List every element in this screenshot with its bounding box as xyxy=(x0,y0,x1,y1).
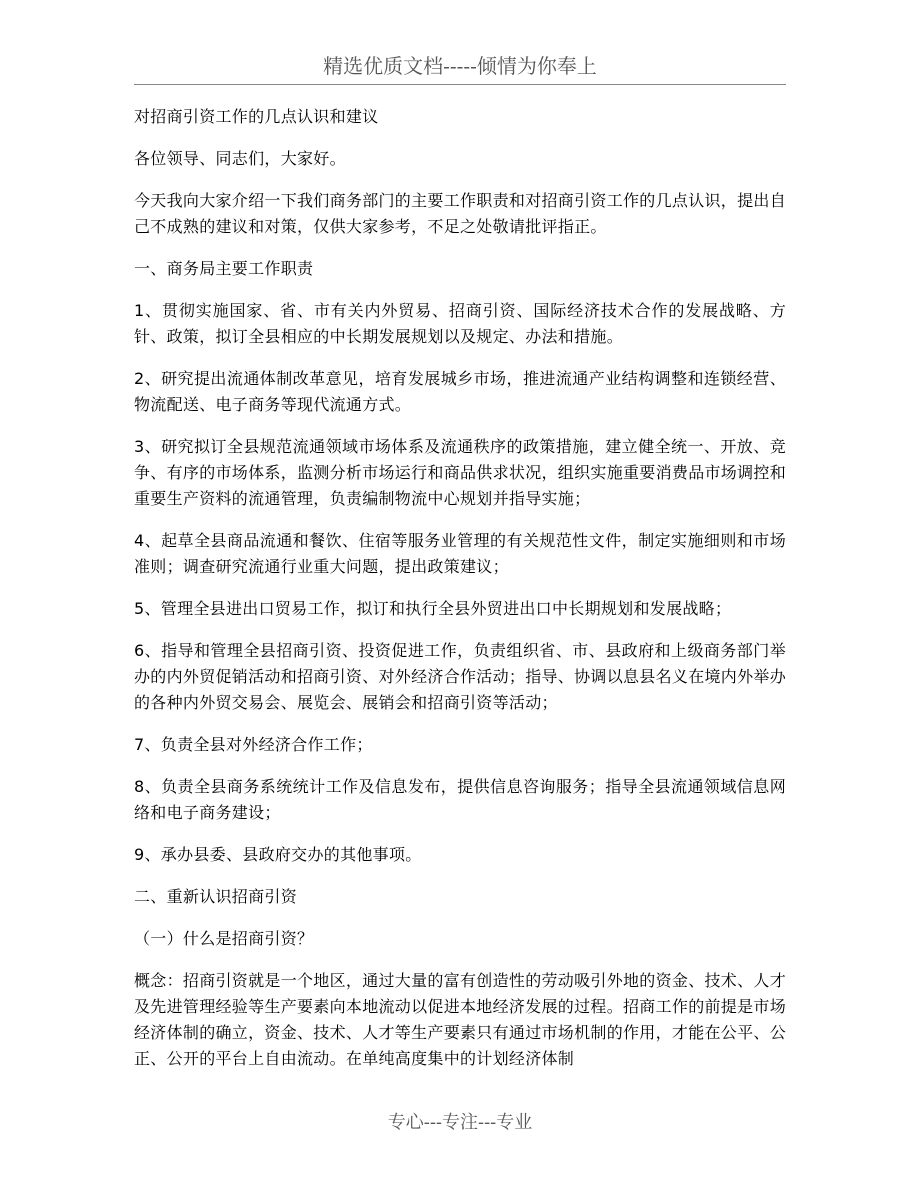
list-item-1: 1、贯彻实施国家、省、市有关内外贸易、招商引资、国际经济技术合作的发展战略、方针、政策，拟订全县相应的中长期发展规划以及规定、办法和措施。 xyxy=(134,301,786,346)
paragraph-intro: 今天我向大家介绍一下我们商务部门的主要工作职责和对招商引资工作的几点认识，提出自己不成熟的建议和对策，仅供大家参考，不足之处敬请批评指正。 xyxy=(134,191,787,236)
subsection-heading-1: （一）什么是招商引资？ xyxy=(134,929,314,948)
list-item-3: 3、研究拟订全县规范流通领域市场体系及流通秩序的政策措施，建立健全统一、开放、竞争、有序的市场体系，监测分析市场运行和商品供求状况，组织实施重要消费品市场调控和重要生产资料的流通管理，负责编制物流中心规划并指导实施； xyxy=(134,437,787,508)
paragraph-greeting: 各位领导、同志们，大家好。 xyxy=(134,149,346,168)
page-header: 精选优质文档-----倾情为你奉上 xyxy=(323,54,597,78)
section-heading-1: 一、商务局主要工作职责 xyxy=(134,259,314,278)
list-item-4: 4、起草全县商品流通和餐饮、住宿等服务业管理的有关规范性文件，制定实施细则和市场准则；调查研究流通行业重大问题，提出政策建议； xyxy=(134,531,786,576)
paragraph-concept: 概念：招商引资就是一个地区，通过大量的富有创造性的劳动吸引外地的资金、技术、人才及先进管理经验等生产要素向本地流动以促进本地经济发展的过程。招商工作的前提是市场经济体制的确立，资金、技术、人才等生产要素只有通过市场机制的作用，才能在公平、公正、公开的平台上自由流动。在单纯高度集中的计划经济体制 xyxy=(134,971,787,1068)
header-divider xyxy=(134,84,786,85)
list-item-2: 2、研究提出流通体制改革意见，培育发展城乡市场，推进流通产业结构调整和连锁经营、物流配送、电子商务等现代流通方式。 xyxy=(134,369,786,414)
list-item-8: 8、负责全县商务系统统计工作及信息发布，提供信息咨询服务；指导全县流通领域信息网络和电子商务建设； xyxy=(134,777,786,822)
list-item-5: 5、管理全县进出口贸易工作，拟订和执行全县外贸进出口中长期规划和发展战略； xyxy=(134,599,732,618)
list-item-9: 9、承办县委、县政府交办的其他事项。 xyxy=(134,845,422,864)
list-item-6: 6、指导和管理全县招商引资、投资促进工作，负责组织省、市、县政府和上级商务部门举办的内外贸促销活动和招商引资、对外经济合作活动；指导、协调以息县名义在境内外举办的各种内外贸交易会、展览会、展销会和招商引资等活动； xyxy=(134,641,787,712)
document-body xyxy=(134,104,786,1088)
section-heading-2: 二、重新认识招商引资 xyxy=(134,887,298,906)
list-item-7: 7、负责全县对外经济合作工作； xyxy=(134,735,373,754)
page-footer: 专心---专注---专业 xyxy=(387,1112,533,1133)
document-title: 对招商引资工作的几点认识和建议 xyxy=(134,107,379,126)
